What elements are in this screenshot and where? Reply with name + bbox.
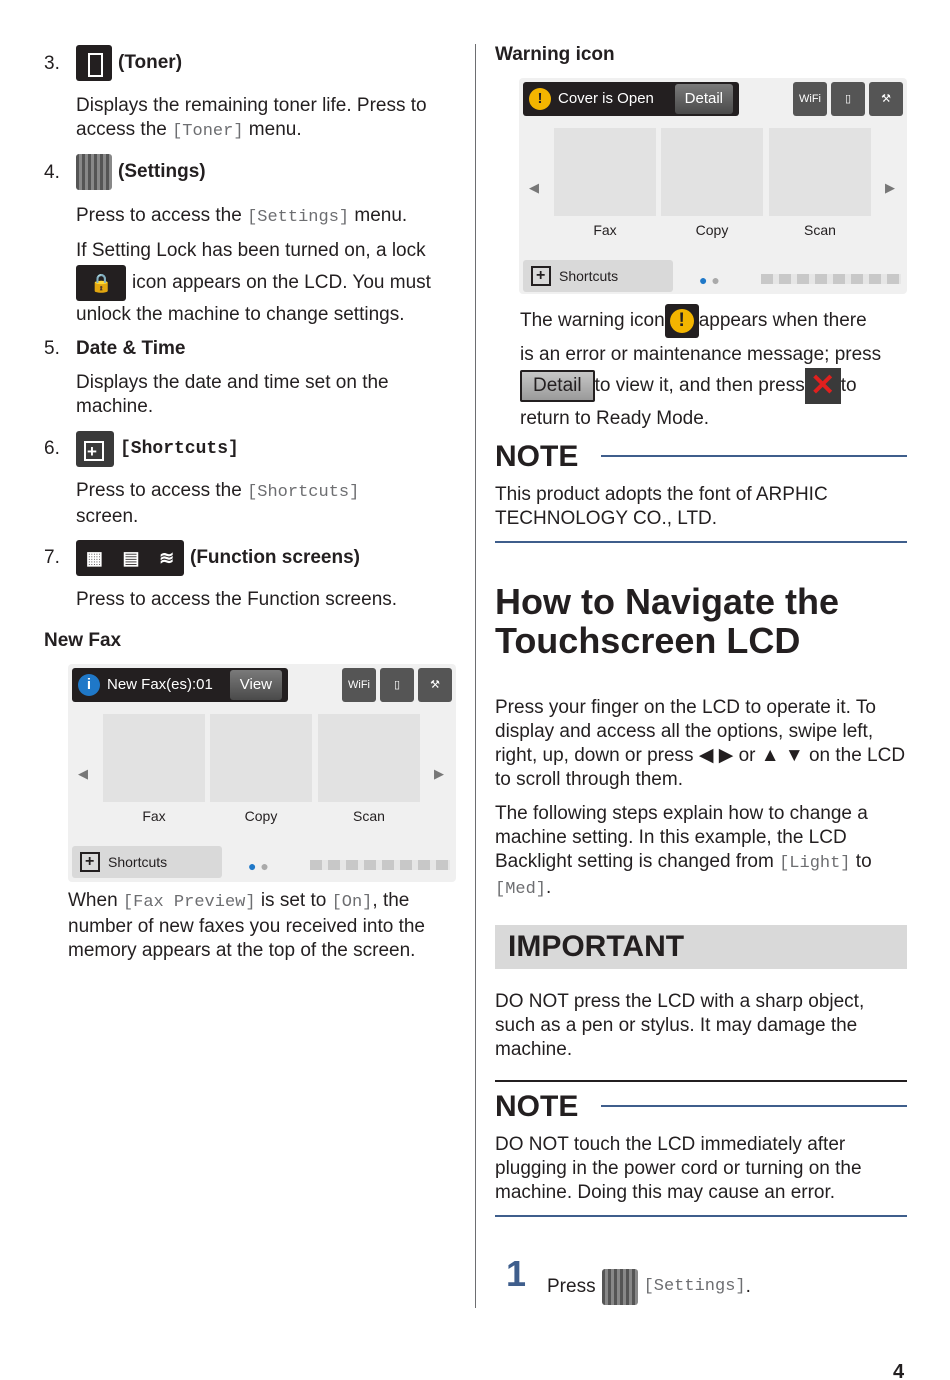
section-title	[495, 582, 839, 660]
text: Displays the date and time set on the	[76, 372, 389, 393]
scan-tile[interactable]	[318, 714, 420, 802]
item-4-desc2-line1: If Setting Lock has been turned on, a lock	[76, 240, 426, 261]
item-4-desc2-line3: unlock the machine to change settings.	[76, 304, 405, 325]
text: to	[850, 851, 872, 872]
text: machine. Doing this may cause an error.	[495, 1182, 836, 1203]
text: Press your finger on the LCD to operate it. To	[495, 697, 876, 718]
text: The warning icon	[520, 310, 665, 331]
warning-icon	[665, 304, 699, 338]
item-3-desc-line1: Displays the remaining toner life. Press to	[76, 95, 427, 116]
section-p2	[495, 802, 872, 902]
item-3-heading	[76, 45, 182, 81]
fax-tile[interactable]	[554, 128, 656, 216]
page-number: 4	[893, 1361, 905, 1380]
text: .	[745, 1276, 751, 1297]
item-5-label: Date & Time	[76, 338, 186, 359]
item-4-number: 4.	[44, 162, 60, 183]
warning-icon: !	[529, 88, 551, 110]
item-6-label: [Shortcuts]	[120, 439, 239, 459]
toner-icon[interactable]: ▯	[380, 668, 414, 702]
text: The following steps explain how to change a	[495, 803, 868, 824]
note-1-bottom-rule	[495, 541, 907, 543]
warning-status-bar	[523, 82, 739, 116]
text: to	[840, 375, 857, 396]
warning-desc-line4: return to Ready Mode.	[520, 408, 710, 429]
text: Press to access the	[76, 480, 248, 501]
item-7-desc: Press to access the Function screens.	[76, 589, 398, 610]
note-1-header-line	[601, 455, 907, 457]
new-fax-count: New Fax(es):01	[107, 676, 213, 693]
shortcuts-button[interactable]	[72, 846, 222, 878]
scan-tile[interactable]	[769, 128, 871, 216]
scan-tile-label: Scan	[353, 808, 385, 824]
shortcuts-icon	[76, 431, 114, 467]
settings-icon[interactable]: ⚒	[869, 82, 903, 116]
scroll-left-arrow[interactable]: ◀	[529, 180, 539, 195]
shortcuts-label: Shortcuts	[559, 268, 619, 284]
note-2-title: NOTE	[495, 1090, 579, 1123]
text: to scroll through them.	[495, 769, 683, 790]
wifi-icon[interactable]: WiFi	[793, 82, 827, 116]
detail-button[interactable]: Detail	[675, 84, 733, 114]
item-3-number: 3.	[44, 53, 60, 74]
text: Touchscreen LCD	[495, 620, 801, 661]
new-fax-status-bar	[72, 668, 288, 702]
fax-tile-label: Fax	[142, 808, 166, 824]
copy-tile-label: Copy	[695, 222, 729, 238]
important-bottom-rule	[495, 1080, 907, 1082]
item-3-label: (Toner)	[118, 52, 183, 73]
item-5-desc	[76, 371, 389, 419]
text: access the	[76, 119, 173, 140]
info-icon: i	[78, 674, 100, 696]
text: How to Navigate the	[495, 581, 840, 622]
scroll-left-arrow[interactable]: ◀	[78, 766, 88, 781]
text: icon appears on the LCD. You must	[132, 272, 431, 293]
text: plugging in the power cord or turning on the	[495, 1158, 862, 1179]
page-dots: ● ●	[248, 858, 269, 874]
scan-tile-label: Scan	[804, 222, 836, 238]
scroll-right-arrow[interactable]: ▶	[434, 766, 444, 781]
item-4-label: (Settings)	[118, 161, 206, 182]
warning-desc-line2: is an error or maintenance message; press	[520, 344, 882, 365]
important-text	[495, 990, 864, 1062]
new-fax-heading: New Fax	[44, 630, 122, 651]
close-icon: ✕	[805, 368, 841, 404]
text: DO NOT press the LCD with a sharp object,	[495, 991, 865, 1012]
item-5-number: 5.	[44, 338, 60, 359]
text: machine.	[76, 396, 154, 417]
item-4-desc1	[76, 204, 407, 230]
shortcuts-icon	[531, 266, 551, 286]
copy-tile[interactable]	[210, 714, 312, 802]
text: machine.	[495, 1039, 573, 1060]
settings-icon	[602, 1269, 638, 1305]
text: display and access all the options, swipe left,	[495, 721, 874, 742]
text: Press	[547, 1276, 596, 1297]
section-p1	[495, 696, 905, 792]
fax-tile-label: Fax	[593, 222, 617, 238]
text: machine setting. In this example, the LCD	[495, 827, 847, 848]
fax-tile[interactable]	[103, 714, 205, 802]
settings-icon	[76, 154, 112, 190]
text: such as a pen or stylus. It may damage the	[495, 1015, 858, 1036]
text: When	[68, 890, 123, 911]
fax-preview-ref: [Fax Preview]	[122, 893, 256, 912]
text: , the	[372, 890, 410, 911]
item-3-desc	[76, 94, 427, 144]
copy-tile[interactable]	[661, 128, 763, 216]
item-7-heading	[76, 540, 360, 576]
item-6-desc	[76, 479, 359, 529]
toner-menu-ref: [Toner]	[172, 122, 244, 141]
med-ref: [Med]	[495, 880, 547, 899]
item-4-heading	[76, 154, 206, 190]
text	[495, 876, 872, 902]
detail-button: Detail	[520, 370, 595, 402]
text: DO NOT touch the LCD immediately after	[495, 1134, 846, 1155]
date-time-display	[310, 860, 450, 870]
lock-icon	[76, 265, 126, 301]
toner-icon	[76, 45, 112, 81]
warning-lcd	[519, 78, 907, 294]
item-4-desc2-line2	[76, 265, 431, 301]
text: .	[546, 877, 552, 898]
text: menu.	[349, 205, 408, 226]
item-7-label: (Function screens)	[190, 547, 360, 568]
settings-menu-ref: [Settings]	[247, 208, 350, 227]
text: menu.	[243, 119, 302, 140]
new-fax-lcd	[68, 664, 456, 882]
new-fax-caption	[68, 889, 425, 963]
shortcuts-icon	[80, 852, 100, 872]
warning-message: Cover is Open	[558, 90, 654, 107]
shortcuts-screen-ref: [Shortcuts]	[247, 483, 360, 502]
note-2-header-line	[601, 1105, 907, 1107]
item-7-number: 7.	[44, 547, 60, 568]
toner-icon[interactable]: ▯	[831, 82, 865, 116]
shortcuts-button[interactable]	[523, 260, 673, 292]
on-ref: [On]	[331, 893, 373, 912]
text: is set to	[255, 890, 332, 911]
item-6-heading	[76, 431, 239, 467]
text: memory appears at the top of the screen.	[68, 940, 416, 961]
column-divider	[475, 44, 476, 1308]
text: number of new faxes you received into the	[68, 916, 425, 937]
text: appears when there	[698, 310, 867, 331]
item-3-desc-line2	[76, 118, 427, 144]
warning-desc-line3	[520, 368, 857, 404]
copy-tile-label: Copy	[244, 808, 278, 824]
text	[68, 889, 425, 915]
text: Press to access the	[76, 205, 248, 226]
settings-icon[interactable]: ⚒	[418, 668, 452, 702]
settings-menu-ref: [Settings]	[643, 1277, 746, 1296]
text	[495, 850, 872, 876]
shortcuts-label: Shortcuts	[108, 854, 168, 870]
warning-desc-line1	[520, 304, 867, 338]
text	[76, 479, 359, 505]
text: Backlight setting is changed from	[495, 851, 780, 872]
warning-icon-heading: Warning icon	[495, 44, 615, 65]
step-1-text	[547, 1269, 751, 1305]
wifi-icon[interactable]: WiFi	[342, 668, 376, 702]
important-title: IMPORTANT	[495, 925, 907, 969]
note-1-text	[495, 483, 828, 531]
item-6-number: 6.	[44, 438, 60, 459]
note-1-title: NOTE	[495, 440, 579, 473]
page-dots: ● ●	[699, 272, 720, 288]
function-screens-icon: ▦ ▤ ≋	[76, 540, 184, 576]
text: This product adopts the font of ARPHIC	[495, 484, 828, 505]
step-1-number: 1	[506, 1253, 527, 1294]
text: screen.	[76, 506, 139, 527]
note-2-bottom-rule	[495, 1215, 907, 1217]
text: right, up, down or press ◀ ▶ or ▲ ▼ on the LCD	[495, 745, 906, 766]
text: TECHNOLOGY CO., LTD.	[495, 508, 718, 529]
note-2-text	[495, 1133, 862, 1205]
light-ref: [Light]	[779, 854, 851, 873]
scroll-right-arrow[interactable]: ▶	[885, 180, 895, 195]
text: to view it, and then press	[594, 375, 805, 396]
date-time-display	[761, 274, 901, 284]
view-button[interactable]: View	[230, 670, 282, 700]
